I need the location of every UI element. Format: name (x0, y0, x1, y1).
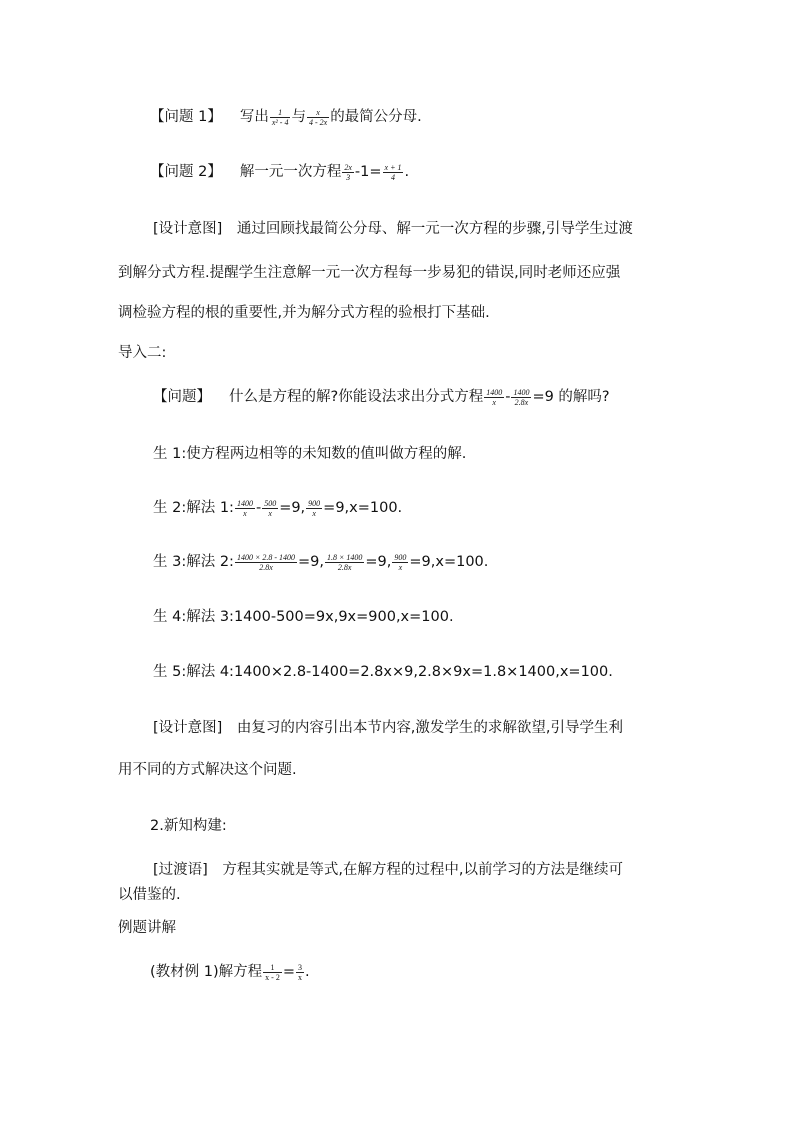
design-intent-2-line-2: 用不同的方式解决这个问题. (118, 762, 297, 778)
design-intent-1-line-3: 调检验方程的根的重要性,并为解分式方程的验根打下基础. (118, 305, 490, 321)
fraction-7: $\frac{1400}{x}$ (236, 498, 253, 518)
student-2-answer: 生 2:解法 1: $\frac{1400}{x}$ - $\frac{500}{x}$ =9, $\frac{900}{x}$ =9,x=100. (153, 498, 403, 518)
fraction-6: $\frac{1400}{2.8x}$ (513, 387, 530, 407)
fraction-2: $\frac{x}{4 - 2x}$ (308, 107, 328, 127)
design-intent-1-line-2: 到解分式方程.提醒学生注意解一元一次方程每一步易犯的错误,同时老师还应强 (118, 265, 621, 281)
fraction-13: $\frac{1}{x - 2}$ (265, 962, 280, 982)
design-intent-2-line-1: [设计意图] 由复习的内容引出本节内容,激发学生的求解欲望,引导学生利 (153, 720, 624, 736)
problem-2-label: 【问题 2】 (150, 164, 222, 180)
example-heading: 例题讲解 (118, 920, 176, 936)
problem-2: 【问题 2】 解一元一次方程 $\frac{2x}{3}$ -1= $\frac{x + 1}{4}$ . (150, 162, 410, 182)
transition-line-2: 以借鉴的. (118, 887, 181, 903)
fraction-10: $\frac{1400 \times 2.8 - 1400}{2.8x}$ (236, 552, 296, 572)
design-intent-1-line-1: [设计意图] 通过回顾找最简公分母、解一元一次方程的步骤,引导学生过渡 (153, 221, 633, 237)
fraction-11: $\frac{1.8 \times 1400}{2.8x}$ (327, 552, 363, 572)
fraction-14: $\frac{3}{x}$ (297, 962, 302, 982)
intro-2-heading: 导入二: (118, 345, 167, 361)
question: 【问题】 什么是方程的解?你能设法求出分式方程 $\frac{1400}{x}$ - $\frac{1400}{2.8x}$ =9 的解吗? (153, 387, 610, 407)
fraction-8: $\frac{500}{x}$ (264, 498, 277, 518)
question-label: 【问题】 (153, 389, 211, 405)
fraction-12: $\frac{900}{x}$ (394, 552, 407, 572)
student-3-answer: 生 3:解法 2: $\frac{1400 \times 2.8 - 1400}{2.8x}$ =9, $\frac{1.8 \times 1400}{2.8x}$ =9, $\frac{900}{x}$ =9,x=100. (153, 552, 489, 572)
fraction-4: $\frac{x + 1}{4}$ (384, 162, 402, 182)
section-2-heading: 2.新知构建: (150, 818, 227, 834)
student-5-answer: 生 5:解法 4:1400×2.8-1400=2.8x×9,2.8×9x=1.8×1400,x=100. (153, 664, 613, 680)
fraction-3: $\frac{2x}{3}$ (344, 162, 352, 182)
student-4-answer: 生 4:解法 3:1400-500=9x,9x=900,x=100. (153, 609, 454, 625)
example-problem: (教材例 1)解方程 $\frac{1}{x - 2}$ = $\frac{3}{x}$ . (150, 962, 310, 982)
student-1-answer: 生 1:使方程两边相等的未知数的值叫做方程的解. (153, 446, 467, 462)
transition-line-1: [过渡语] 方程其实就是等式,在解方程的过程中,以前学习的方法是继续可 (153, 862, 624, 878)
problem-1-text: 写出 (239, 109, 269, 125)
problem-1: 【问题 1】 写出 $\frac{1}{\text{x² - 4}}$ 与 $\frac{x}{4 - 2x}$ 的最简公分母. (150, 107, 422, 127)
fraction-9: $\frac{900}{x}$ (308, 498, 321, 518)
problem-1-label: 【问题 1】 (150, 109, 222, 125)
fraction-5: $\frac{1400}{x}$ (486, 387, 503, 407)
fraction-1: $\frac{1}{\text{x² - 4}}$ (271, 107, 289, 127)
